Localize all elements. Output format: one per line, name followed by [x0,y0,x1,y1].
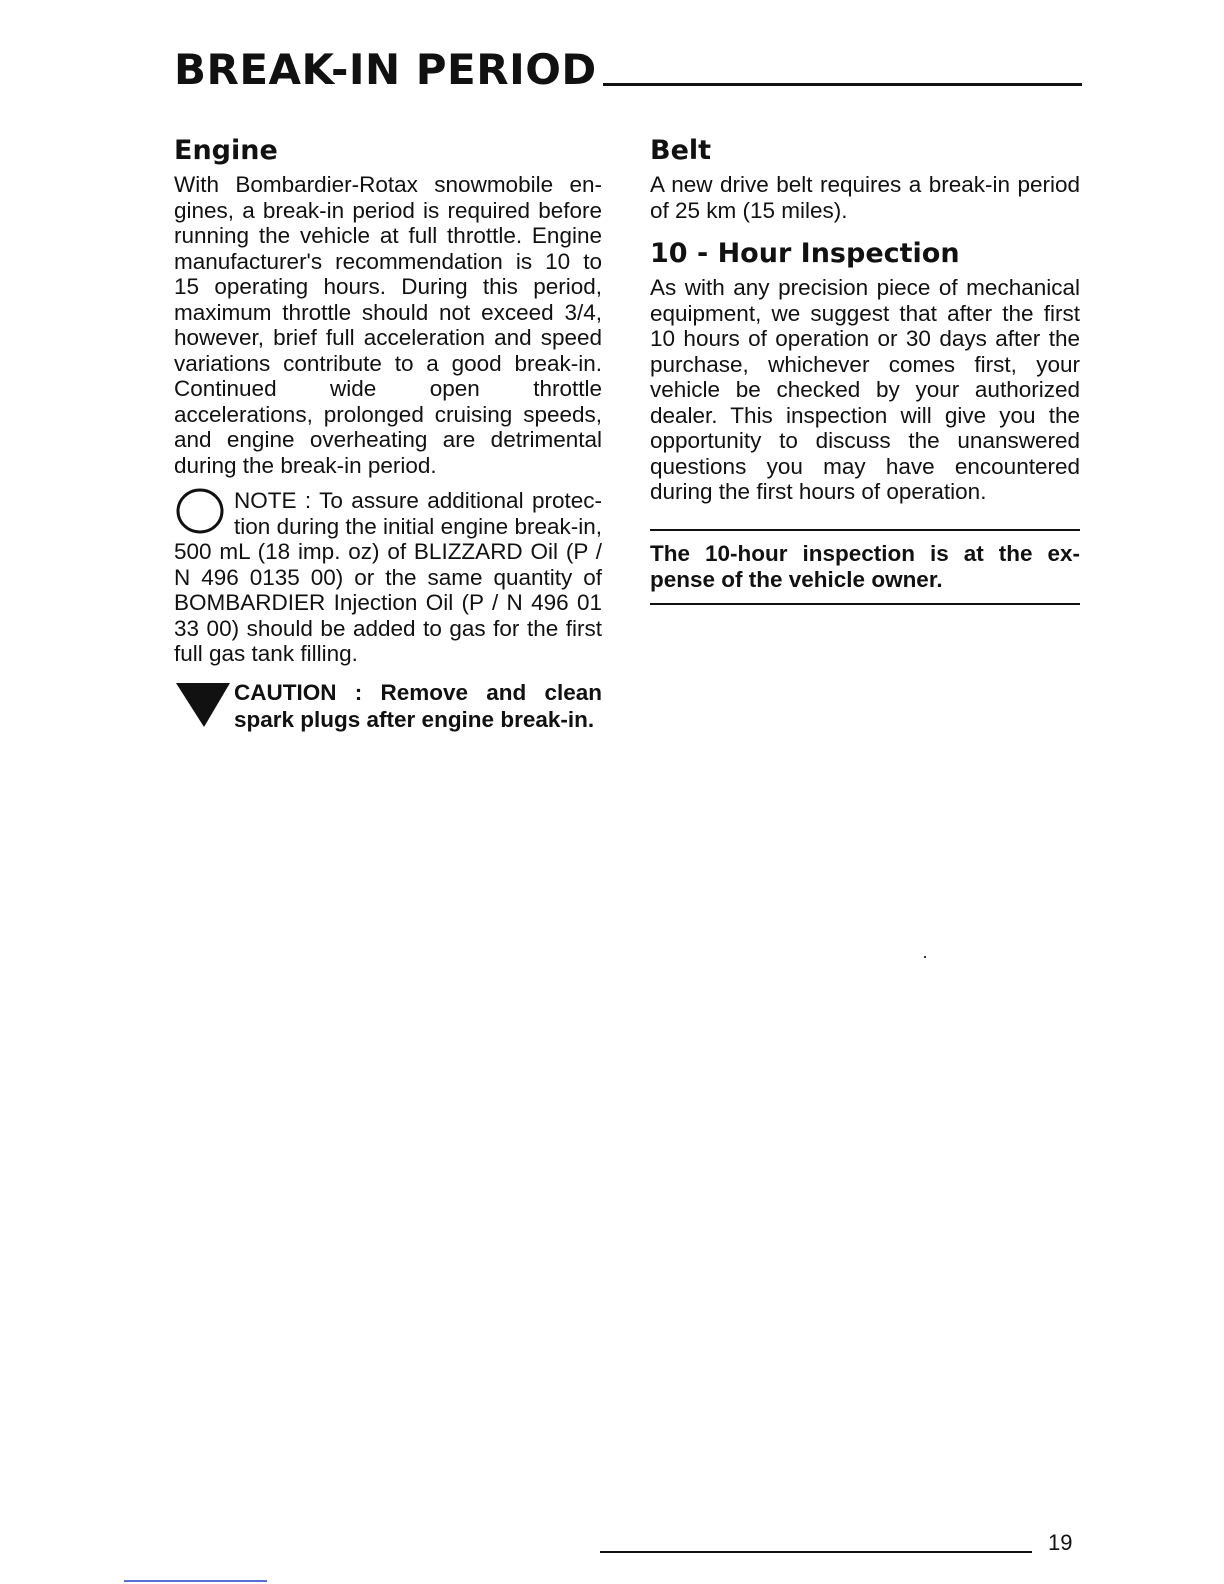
inspection-body: As with any precision piece of mechanical equipment, we suggest that after the first 10 hours of operation or 30 days after the purchase, whichever comes first, your vehicle be checked by your authorized dealer. This inspection will give you the opportunity to discuss the unanswered questions you may have encountered during the first hours of operation. [650,275,1080,504]
caution-text: CAUTION : Remove and clean spark plugs after engine break-in. [234,679,602,732]
scan-edge-line [124,1580,267,1582]
page-title: BREAK-IN PERIOD [174,45,597,94]
page-number: 19 [1048,1530,1073,1555]
right-column [650,134,1080,605]
caution-triangle-icon [174,679,232,727]
engine-body: With Bombardier-Rotax snowmobile engines, a break-in period is required before running the vehicle at full throttle. Engine manufacturer's recommendation is 10 to 15 operating hours. During this period, maximum throttle should not exceed 3/4, however, brief full acceleration and speed variations contribute to a good break-in. Continued wide open throttle accelerations, prolonged cruising speeds, and engine overheating are detrimental during the break-in period. [174,172,602,478]
scan-speck [924,956,926,958]
belt-heading: Belt [650,135,712,166]
note-block [174,488,602,667]
note-text: NOTE : To assure additional protection during the initial engine break-in, 500 mL (18 imp. oz) of BLIZZARD Oil (P / N 496 0135 00) or the same quantity of BOMBARDIER Injection Oil (P / N 496 01 33 00) should be added to gas for the first full gas tank filling. [174,488,602,666]
left-column [174,134,602,733]
belt-body: A new drive belt requires a break-in period of 25 km (15 miles). [650,172,1080,223]
caution-block [174,679,602,733]
footer-rule [600,1551,1032,1553]
engine-heading: Engine [174,135,278,166]
inspection-notice [650,529,1080,605]
title-rule [603,83,1082,86]
inspection-notice-text: The 10-hour inspection is at the expense of the vehicle owner. [650,540,1080,592]
inspection-heading: 10 - Hour Inspection [650,238,960,269]
note-circle-icon [174,488,232,538]
page-header [174,40,1082,92]
